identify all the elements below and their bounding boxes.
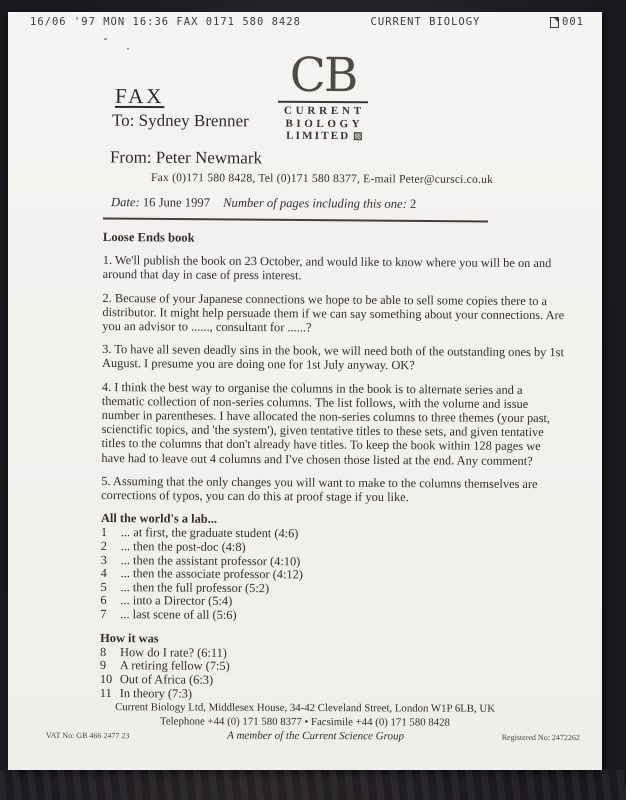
header-divider xyxy=(103,217,488,222)
paragraph-2: 2. Because of your Japanese connections we hope to be able to sell some copies there to a distributor. It might help persuade them if we can say something about your connections. Are you an advisor to ......, consultant for ......? xyxy=(102,290,565,335)
letterhead-footer xyxy=(8,700,602,744)
item-number: 11 xyxy=(99,685,112,700)
date-line xyxy=(111,195,416,212)
paragraph-3: 3. To have all seven deadly sins in the book, we will need both of the outstanding ones by 1st August. I presume you are doing one for 1st July anyway. OK? xyxy=(102,342,564,373)
fax-transmission-header xyxy=(8,16,602,28)
item-title: ... then the full professor (5:2) xyxy=(120,579,270,595)
logo-word-limited-text: LIMITED xyxy=(286,129,351,143)
logo-monogram: CB xyxy=(289,47,357,104)
item-number: 3 xyxy=(100,552,107,567)
date-value: 16 June 1997 xyxy=(142,195,211,210)
page-icon xyxy=(550,17,559,28)
item-title: ... into a Director (5:4) xyxy=(120,593,233,609)
logo-word-limited xyxy=(278,130,370,143)
item-title: A retiring fellow (7:5) xyxy=(119,658,230,674)
sender-contact-line: Fax (0)171 580 8428, Tel (0)171 580 8377, E-mail Peter@cursci.co.uk xyxy=(150,170,494,187)
item-number: 9 xyxy=(99,658,107,673)
fax-label: FAX xyxy=(114,83,165,109)
list1-heading: All the world's a lab... xyxy=(100,511,218,527)
item-number: 2 xyxy=(100,539,108,554)
company-phone-fax: Telephone +44 (0) 171 580 8377 • Facsimile +44 (0) 171 580 8428 xyxy=(160,715,450,729)
logo-word-current: CURRENT xyxy=(283,104,365,118)
item-title: ... at first, the graduate student (4:6) xyxy=(120,525,299,541)
company-address: Current Biology Ltd, Middlesex House, 34-42 Cleveland Street, London W1P 6LB, UK xyxy=(115,701,496,715)
registered-mark-icon xyxy=(353,132,361,140)
item-number: 7 xyxy=(100,607,107,622)
paragraph-5: 5. Assuming that the only changes you will want to make to the columns themselves are corrections of typos, you can do this at proof stage if you like. xyxy=(101,473,538,505)
fax-page xyxy=(8,12,602,770)
scan-speck xyxy=(104,38,107,40)
date-label: Date: xyxy=(110,195,140,210)
item-number: 10 xyxy=(99,671,113,687)
pages-label: Number of pages including this one: xyxy=(223,195,407,211)
column-list-2 xyxy=(100,646,564,704)
footer-registration-row xyxy=(8,728,602,744)
logo-word-biology: BIOLOGY xyxy=(285,117,364,130)
item-title: ... then the assistant professor (4:10) xyxy=(120,552,301,569)
scan-speck xyxy=(127,48,129,50)
item-title: ... last scene of all (5:6) xyxy=(120,607,237,622)
item-number: 4 xyxy=(100,566,107,581)
item-number: 5 xyxy=(100,579,107,594)
letter-body xyxy=(100,230,567,703)
subject-heading: Loose Ends book xyxy=(102,230,195,245)
item-number: 6 xyxy=(100,593,107,608)
registered-number: Registered No: 2472262 xyxy=(501,732,580,743)
list-item xyxy=(100,608,564,625)
paragraph-4: 4. I think the best way to organise the columns in the book is to alternate series and a thematic collection of non-series columns. The list follows, with the volume and issue number in parentheses. I have allocated the non-series columns to three themes (your past, scienctific topics, and 'the system'), given tentative titles to these sets, and given tentative titles to the columns that don't already have titles. To keep the book within 128 pages we have had to leave out 4 columns and I've chosen those listed at the end. Any comment? xyxy=(101,379,551,468)
item-title: ... then the post-doc (4:8) xyxy=(120,539,246,555)
item-title: How do I rate? (6:11) xyxy=(120,644,227,660)
paragraph-1: 1. We'll publish the book on 23 October, and would like to know where you will be on and around that day in case of press interest. xyxy=(102,253,552,283)
fax-timestamp: 16/06 '97 MON 16:36 FAX 0171 580 8428 xyxy=(30,16,301,28)
recipient-line: To: Sydney Brenner xyxy=(111,110,249,131)
item-title: In theory (7:3) xyxy=(119,685,193,701)
item-title: ... then the associate professor (4:12) xyxy=(120,566,304,582)
item-title: Out of Africa (6:3) xyxy=(119,672,214,687)
list2-heading: How it was xyxy=(100,630,159,646)
item-number: 1 xyxy=(100,525,108,540)
vat-number: VAT No: GB 466 2477 23 xyxy=(45,730,130,741)
fax-page-number: 001 xyxy=(562,16,584,28)
sender-line: From: Peter Newmark xyxy=(109,147,263,168)
fax-page-counter xyxy=(550,16,584,28)
current-biology-logo xyxy=(276,47,370,143)
column-list-1 xyxy=(100,526,565,624)
fax-sender-name: CURRENT BIOLOGY xyxy=(370,16,481,28)
pages-value: 2 xyxy=(409,196,417,211)
group-membership-note: A member of the Current Science Group xyxy=(227,729,404,743)
item-number: 8 xyxy=(100,644,107,659)
